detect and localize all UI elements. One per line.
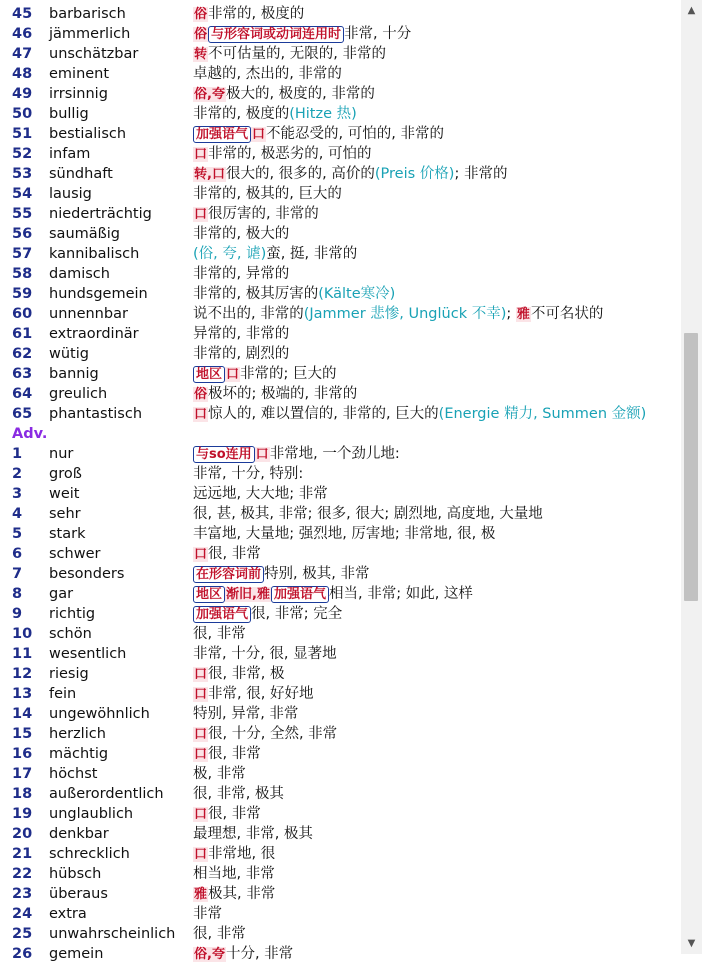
list-item[interactable] — [0, 404, 680, 424]
item-number: 3 — [12, 486, 23, 502]
list-item[interactable] — [0, 444, 680, 464]
definition-text: 很, 十分, 全然, 非常 — [208, 726, 338, 742]
usage-label: 口 — [194, 687, 208, 702]
definition-text: 很, 非常 — [193, 626, 246, 642]
list-item[interactable] — [0, 244, 680, 264]
example-collocation: (Energie 精力, Summen 金额) — [438, 406, 647, 422]
usage-label: 口 — [252, 127, 266, 142]
definition-text: 非常, 十分, 很, 显著地 — [193, 646, 337, 662]
headword: riesig — [49, 666, 89, 682]
list-item[interactable] — [0, 664, 680, 684]
definition-text: ; — [506, 306, 516, 322]
headword: damisch — [49, 266, 110, 282]
definition — [193, 704, 298, 724]
example-collocation: (俗, 夸, 谑) — [193, 246, 267, 262]
headword: wesentlich — [49, 646, 127, 662]
headword: unglaublich — [49, 806, 134, 822]
definition — [193, 624, 246, 644]
definition — [193, 164, 507, 184]
definition — [193, 284, 395, 304]
definition-text: 很, 非常, 极其 — [193, 786, 284, 802]
definition-text: 非常的, 极其的, 巨大的 — [193, 186, 342, 202]
definition — [193, 684, 313, 704]
item-number: 60 — [12, 306, 33, 322]
item-number: 16 — [12, 746, 33, 762]
list-item[interactable] — [0, 704, 680, 724]
definition-text: 很, 非常, 极 — [208, 666, 285, 682]
list-item[interactable] — [0, 684, 680, 704]
list-item[interactable] — [0, 384, 680, 404]
usage-label: 俗 — [194, 387, 208, 402]
usage-label: 转,口 — [194, 167, 225, 182]
headword: stark — [49, 526, 86, 542]
list-item[interactable] — [0, 324, 680, 344]
definition — [193, 184, 342, 204]
headword: höchst — [49, 766, 98, 782]
definition-text: 极大的, 极度的, 非常的 — [225, 86, 375, 102]
usage-label: 口 — [255, 447, 269, 462]
definition — [193, 504, 543, 524]
list-item[interactable] — [0, 844, 680, 864]
usage-note-box: 地区 — [193, 586, 225, 603]
definition — [193, 404, 646, 424]
item-number: 11 — [12, 646, 33, 662]
headword: unwahrscheinlich — [49, 926, 176, 942]
list-item[interactable] — [0, 644, 680, 664]
definition-text: 非常的, 异常的 — [193, 266, 290, 282]
definition — [193, 384, 357, 404]
usage-note-box: 在形容词前 — [193, 566, 264, 583]
headword: schön — [49, 626, 92, 642]
definition — [193, 604, 342, 624]
item-number: 64 — [12, 386, 33, 402]
headword: wütig — [49, 346, 89, 362]
usage-label: 口 — [194, 667, 208, 682]
list-item[interactable] — [0, 84, 680, 104]
definition — [193, 204, 319, 224]
usage-label: 口 — [194, 147, 208, 162]
headword: jämmerlich — [49, 26, 131, 42]
definition-text: 极, 非常 — [193, 766, 246, 782]
headword: herzlich — [49, 726, 106, 742]
section-header-adv — [0, 424, 680, 444]
item-number: 23 — [12, 886, 33, 902]
headword: sehr — [49, 506, 81, 522]
item-number: 46 — [12, 26, 33, 42]
scroll-up-arrow-icon[interactable]: ▲ — [687, 5, 696, 16]
definition — [193, 524, 495, 544]
list-item[interactable] — [0, 284, 680, 304]
definition — [193, 724, 337, 744]
definition — [193, 784, 284, 804]
item-number: 9 — [12, 606, 23, 622]
definition-text: 很, 甚, 极其, 非常; 很多, 很大; 剧烈地, 高度地, 大量地 — [193, 506, 543, 522]
list-item[interactable] — [0, 904, 680, 924]
definition — [193, 584, 473, 604]
usage-label: 口 — [194, 807, 208, 822]
item-number: 12 — [12, 666, 33, 682]
list-item[interactable] — [0, 804, 680, 824]
item-number: 18 — [12, 786, 33, 802]
list-item[interactable] — [0, 144, 680, 164]
headword: extra — [49, 906, 87, 922]
item-number: 61 — [12, 326, 33, 342]
headword: groß — [49, 466, 82, 482]
headword: hübsch — [49, 866, 102, 882]
list-item[interactable] — [0, 784, 680, 804]
definition-text: 非常的, 极大的 — [193, 226, 290, 242]
headword: weit — [49, 486, 80, 502]
list-item[interactable] — [0, 744, 680, 764]
item-number: 19 — [12, 806, 33, 822]
item-number: 13 — [12, 686, 33, 702]
usage-note-box: 地区 — [193, 366, 225, 383]
usage-note-box: 加强语气 — [271, 586, 329, 603]
usage-label: 口 — [194, 727, 208, 742]
definition — [193, 464, 303, 484]
definition-text: 特别, 异常, 非常 — [193, 706, 299, 722]
usage-note-box: 加强语气 — [193, 126, 251, 143]
usage-label: 口 — [194, 547, 208, 562]
definition — [193, 664, 284, 684]
definition-text: 不可名状的 — [530, 306, 604, 322]
definition — [193, 884, 275, 904]
definition — [193, 764, 246, 784]
definition — [193, 104, 357, 124]
headword: sündhaft — [49, 166, 113, 182]
definition — [193, 844, 275, 864]
definition-text: 非常的, 极度的 — [208, 6, 305, 22]
item-number: 25 — [12, 926, 33, 942]
definition-text: 很, 非常 — [208, 546, 261, 562]
list-item[interactable] — [0, 724, 680, 744]
list-item[interactable] — [0, 24, 680, 44]
list-item[interactable] — [0, 504, 680, 524]
headword: lausig — [49, 186, 92, 202]
usage-note-box: 与形容词或动词连用时 — [208, 26, 344, 43]
item-number: 10 — [12, 626, 33, 642]
definition — [193, 484, 328, 504]
example-collocation: (Jammer 悲惨, Unglück 不幸) — [303, 306, 507, 322]
definition-text: 惊人的, 难以置信的, 非常的, 巨大的 — [208, 406, 439, 422]
headword: greulich — [49, 386, 108, 402]
definition-text: 非常的, 极度的 — [193, 106, 290, 122]
definition-text: 非常的, 极恶劣的, 可怕的 — [208, 146, 372, 162]
headword: infam — [49, 146, 91, 162]
definition-text: 十分, 非常 — [225, 946, 294, 962]
list-item[interactable] — [0, 184, 680, 204]
headword: schrecklich — [49, 846, 130, 862]
usage-label: 俗 — [194, 27, 208, 42]
usage-label: 俗 — [194, 7, 208, 22]
list-item[interactable] — [0, 104, 680, 124]
item-number: 22 — [12, 866, 33, 882]
headword: denkbar — [49, 826, 109, 842]
list-item[interactable] — [0, 204, 680, 224]
usage-note-box: 加强语气 — [193, 606, 251, 623]
section-label: Adv. — [12, 426, 48, 442]
definition-text: 非常地, 一个劲儿地: — [269, 446, 400, 462]
item-number: 58 — [12, 266, 33, 282]
item-number: 51 — [12, 126, 33, 142]
definition-text: 非常地, 很 — [208, 846, 276, 862]
definition — [193, 84, 375, 104]
headword: hundsgemein — [49, 286, 148, 302]
definition-text: 卓越的, 杰出的, 非常的 — [193, 66, 342, 82]
list-item[interactable] — [0, 864, 680, 884]
item-number: 63 — [12, 366, 33, 382]
definition-text: 很厉害的, 非常的 — [208, 206, 319, 222]
list-item[interactable] — [0, 764, 680, 784]
list-item[interactable] — [0, 164, 680, 184]
adjective-list — [0, 4, 680, 424]
definition-text: 很大的, 很多的, 高价的 — [225, 166, 375, 182]
definition-text: 非常 — [193, 906, 222, 922]
headword: fein — [49, 686, 77, 702]
definition-text: 非常, 很, 好好地 — [208, 686, 314, 702]
definition — [193, 744, 261, 764]
definition-text: 最理想, 非常, 极其 — [193, 826, 313, 842]
usage-label: 口 — [194, 747, 208, 762]
definition-text: 极坏的; 极端的, 非常的 — [208, 386, 358, 402]
headword: gemein — [49, 946, 104, 962]
definition — [193, 304, 603, 324]
word-list — [0, 4, 680, 964]
headword: bestialisch — [49, 126, 127, 142]
definition-text: 非常, 十分 — [344, 26, 412, 42]
definition — [193, 224, 289, 244]
definition — [193, 264, 289, 284]
usage-label: 口 — [194, 207, 208, 222]
item-number: 65 — [12, 406, 33, 422]
definition — [193, 144, 371, 164]
example-collocation: (Hitze 热) — [289, 106, 357, 122]
headword: barbarisch — [49, 6, 126, 22]
definition — [193, 344, 289, 364]
item-number: 52 — [12, 146, 33, 162]
item-number: 7 — [12, 566, 23, 582]
item-number: 8 — [12, 586, 23, 602]
headword: besonders — [49, 566, 125, 582]
list-item[interactable] — [0, 264, 680, 284]
headword: extraordinär — [49, 326, 139, 342]
definition-text: 丰富地, 大量地; 强烈地, 厉害地; 非常地, 很, 极 — [193, 526, 496, 542]
scroll-thumb[interactable] — [684, 333, 698, 601]
adverb-list — [0, 444, 680, 964]
definition-text: 异常的, 非常的 — [193, 326, 290, 342]
item-number: 50 — [12, 106, 33, 122]
definition-text: 说不出的, 非常的 — [193, 306, 304, 322]
list-item[interactable] — [0, 524, 680, 544]
item-number: 59 — [12, 286, 33, 302]
item-number: 57 — [12, 246, 33, 262]
usage-label: 口 — [194, 407, 208, 422]
definition-text: 很, 非常 — [193, 926, 246, 942]
item-number: 2 — [12, 466, 23, 482]
item-number: 6 — [12, 546, 23, 562]
list-item[interactable] — [0, 564, 680, 584]
item-number: 53 — [12, 166, 33, 182]
definition-text: 很, 非常 — [208, 746, 261, 762]
item-number: 21 — [12, 846, 33, 862]
definition-text: 非常的, 剧烈的 — [193, 346, 290, 362]
usage-label: 渐旧,雅 — [226, 587, 270, 602]
usage-label: 俗,夸 — [194, 87, 225, 102]
list-item[interactable] — [0, 484, 680, 504]
list-item[interactable] — [0, 624, 680, 644]
definition — [193, 4, 304, 24]
item-number: 17 — [12, 766, 33, 782]
list-item[interactable] — [0, 224, 680, 244]
item-number: 26 — [12, 946, 33, 962]
definition — [193, 244, 357, 264]
definition-text: 不可估量的, 无限的, 非常的 — [208, 46, 386, 62]
definition — [193, 644, 337, 664]
item-number: 48 — [12, 66, 33, 82]
usage-label: 雅 — [516, 307, 530, 322]
scroll-down-arrow-icon[interactable]: ▼ — [687, 938, 696, 949]
list-item[interactable] — [0, 364, 680, 384]
list-item[interactable] — [0, 344, 680, 364]
definition — [193, 944, 293, 964]
list-item[interactable] — [0, 884, 680, 904]
item-number: 55 — [12, 206, 33, 222]
item-number: 4 — [12, 506, 23, 522]
usage-label: 转 — [194, 47, 208, 62]
definition-text: 非常, 十分, 特别: — [193, 466, 304, 482]
headword: unnennbar — [49, 306, 128, 322]
definition — [193, 324, 289, 344]
usage-label: 口 — [194, 847, 208, 862]
definition — [193, 564, 369, 584]
definition — [193, 544, 261, 564]
definition-text: 不能忍受的, 可怕的, 非常的 — [266, 126, 444, 142]
headword: richtig — [49, 606, 96, 622]
definition — [193, 64, 342, 84]
definition — [193, 864, 275, 884]
definition — [193, 904, 222, 924]
list-item[interactable] — [0, 464, 680, 484]
definition — [193, 444, 400, 464]
headword: niederträchtig — [49, 206, 152, 222]
headword: irrsinnig — [49, 86, 108, 102]
definition-text: 相当, 非常; 如此, 这样 — [328, 586, 473, 602]
definition-text: 远远地, 大大地; 非常 — [193, 486, 328, 502]
item-number: 62 — [12, 346, 33, 362]
usage-label: 雅 — [194, 887, 208, 902]
definition — [193, 44, 386, 64]
item-number: 24 — [12, 906, 33, 922]
definition-text: 很, 非常 — [208, 806, 261, 822]
headword: mächtig — [49, 746, 109, 762]
definition-text: 非常的, 极其厉害的 — [193, 286, 319, 302]
headword: nur — [49, 446, 74, 462]
usage-label: 口 — [226, 367, 240, 382]
item-number: 45 — [12, 6, 33, 22]
headword: saumäßig — [49, 226, 121, 242]
headword: schwer — [49, 546, 101, 562]
usage-label: 俗,夸 — [194, 947, 225, 962]
list-item[interactable] — [0, 944, 680, 964]
definition — [193, 924, 246, 944]
definition-text: 相当地, 非常 — [193, 866, 275, 882]
list-item[interactable] — [0, 304, 680, 324]
definition — [193, 124, 444, 144]
definition-text: 蛮, 挺, 非常的 — [266, 246, 358, 262]
list-item[interactable] — [0, 824, 680, 844]
example-collocation: (Kälte寒冷) — [318, 286, 396, 302]
headword: phantastisch — [49, 406, 143, 422]
definition — [193, 364, 337, 384]
headword: unschätzbar — [49, 46, 139, 62]
list-item[interactable] — [0, 924, 680, 944]
item-number: 54 — [12, 186, 33, 202]
list-item[interactable] — [0, 604, 680, 624]
headword: ungewöhnlich — [49, 706, 150, 722]
definition — [193, 24, 411, 44]
item-number: 5 — [12, 526, 23, 542]
list-item[interactable] — [0, 544, 680, 564]
list-item[interactable] — [0, 4, 680, 24]
definition-text: 特别, 极其, 非常 — [264, 566, 370, 582]
definition — [193, 804, 261, 824]
headword: außerordentlich — [49, 786, 164, 802]
list-item[interactable] — [0, 124, 680, 144]
headword: bullig — [49, 106, 89, 122]
item-number: 47 — [12, 46, 33, 62]
list-item[interactable] — [0, 64, 680, 84]
headword: eminent — [49, 66, 110, 82]
item-number: 56 — [12, 226, 33, 242]
headword: überaus — [49, 886, 108, 902]
definition-text: 很, 非常; 完全 — [251, 606, 343, 622]
vertical-scrollbar[interactable] — [681, 0, 702, 954]
item-number: 14 — [12, 706, 33, 722]
definition-text: 非常的; 巨大的 — [240, 366, 337, 382]
list-item[interactable] — [0, 584, 680, 604]
definition — [193, 824, 313, 844]
item-number: 49 — [12, 86, 33, 102]
usage-note-box: 与so连用 — [193, 446, 255, 463]
list-item[interactable] — [0, 44, 680, 64]
definition-text: 极其, 非常 — [208, 886, 276, 902]
definition-text: ; 非常的 — [454, 166, 508, 182]
item-number: 15 — [12, 726, 33, 742]
headword: kannibalisch — [49, 246, 140, 262]
item-number: 1 — [12, 446, 23, 462]
headword: gar — [49, 586, 74, 602]
item-number: 20 — [12, 826, 33, 842]
headword: bannig — [49, 366, 99, 382]
example-collocation: (Preis 价格) — [374, 166, 455, 182]
